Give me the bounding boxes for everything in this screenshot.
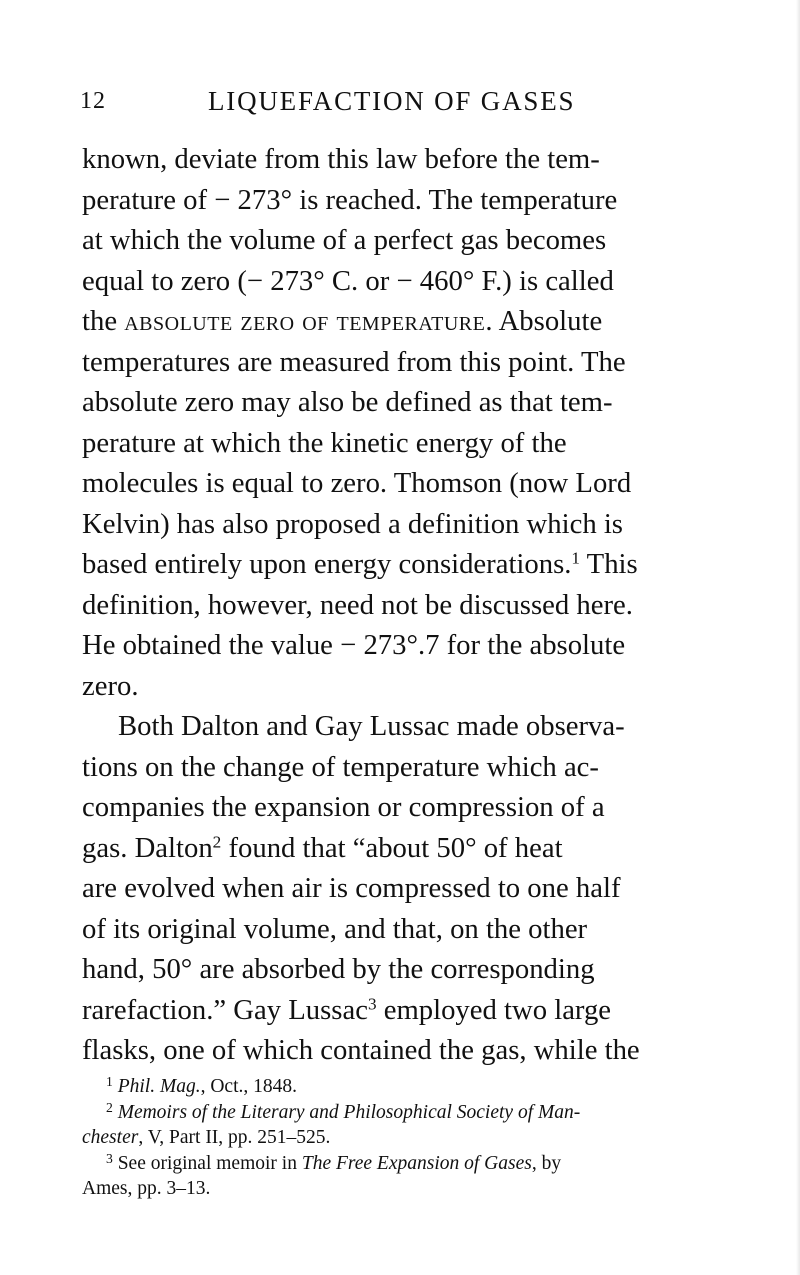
- text-line: molecules is equal to zero. Thomson (now Lord: [82, 467, 632, 499]
- text-line: companies the expansion or compression of a: [82, 791, 605, 823]
- footnote-title: The Free Expansion of Gases: [301, 1152, 532, 1174]
- text-line: definition, however, need not be discussed here.: [82, 588, 633, 621]
- running-head: LIQUEFACTION OF GASES: [208, 86, 576, 116]
- text-line: [82, 544, 705, 585]
- text-line: perature at which the kinetic energy of the: [82, 426, 567, 459]
- footnote-2: [82, 1100, 705, 1126]
- text-span: based entirely upon energy considerations.: [82, 548, 572, 580]
- body-text: [82, 139, 705, 1071]
- footnote-text: , by: [531, 1152, 562, 1174]
- footnote-2-cont: [82, 1125, 705, 1151]
- text-line: Kelvin) has also proposed a definition which is: [82, 507, 623, 540]
- page-edge-shadow: [796, 0, 800, 1275]
- text-line: hand, 50° are absorbed by the corresponding: [82, 953, 595, 985]
- text-line: at which the volume of a perfect gas becomes: [82, 224, 607, 256]
- footnote-number: 1: [106, 1073, 113, 1089]
- text-span: found that “about 50° of heat: [221, 831, 563, 864]
- footnote-text: , V, Part II, pp. 251–525.: [138, 1127, 331, 1148]
- text-line: equal to zero (− 273° C. or − 460° F.) is called: [82, 264, 614, 297]
- footnote-text: , Oct., 1848.: [200, 1076, 297, 1097]
- text-line: of its original volume, and that, on the other: [82, 912, 588, 945]
- text-line: are evolved when air is compressed to one half: [82, 872, 621, 904]
- footnote-number: 3: [106, 1150, 113, 1166]
- footnote-3: [82, 1151, 705, 1177]
- text-line: [82, 828, 705, 869]
- footnote-1: [82, 1074, 705, 1100]
- footnotes: [82, 1074, 705, 1202]
- text-line: He obtained the value − 273°.7 for the absolute: [82, 629, 626, 661]
- text-line: known, deviate from this law before the tem-: [82, 143, 600, 175]
- text-line: [82, 990, 705, 1031]
- text-line: zero.: [82, 669, 139, 702]
- footnote-ref: 1: [571, 548, 581, 568]
- text-line: absolute zero may also be defined as that tem-: [82, 386, 613, 418]
- small-caps-term: absolute zero of temperature.: [124, 305, 493, 337]
- text-line: [82, 301, 705, 342]
- text-span: Absolute: [493, 305, 603, 337]
- footnote-ref: 3: [367, 994, 377, 1014]
- text-line: tions on the change of temperature which ac-: [82, 750, 599, 783]
- text-span: rarefaction.” Gay Lussac: [82, 993, 368, 1026]
- footnote-3-cont: Ames, pp. 3–13.: [82, 1178, 211, 1199]
- text-line: Both Dalton and Gay Lussac made observa-: [118, 710, 625, 742]
- text-span: This: [580, 548, 638, 580]
- text-line: temperatures are measured from this point. The: [82, 345, 626, 378]
- page-number: 12: [80, 88, 106, 114]
- text-span: employed two large: [376, 993, 612, 1026]
- footnote-text: See original memoir in: [112, 1152, 302, 1174]
- text-line: perature of − 273° is reached. The temperature: [82, 183, 618, 216]
- text-line: flasks, one of which contained the gas, while the: [82, 1034, 640, 1066]
- text-span: the: [82, 305, 125, 337]
- footnote-ref: 2: [212, 832, 222, 852]
- footnote-title: chester: [82, 1127, 139, 1148]
- footnote-title: Memoirs of the Literary and Philosophical Society of Man-: [117, 1101, 581, 1123]
- footnote-number: 2: [106, 1099, 113, 1115]
- text-span: gas. Dalton: [82, 831, 213, 864]
- footnote-title: Phil. Mag.: [117, 1076, 201, 1097]
